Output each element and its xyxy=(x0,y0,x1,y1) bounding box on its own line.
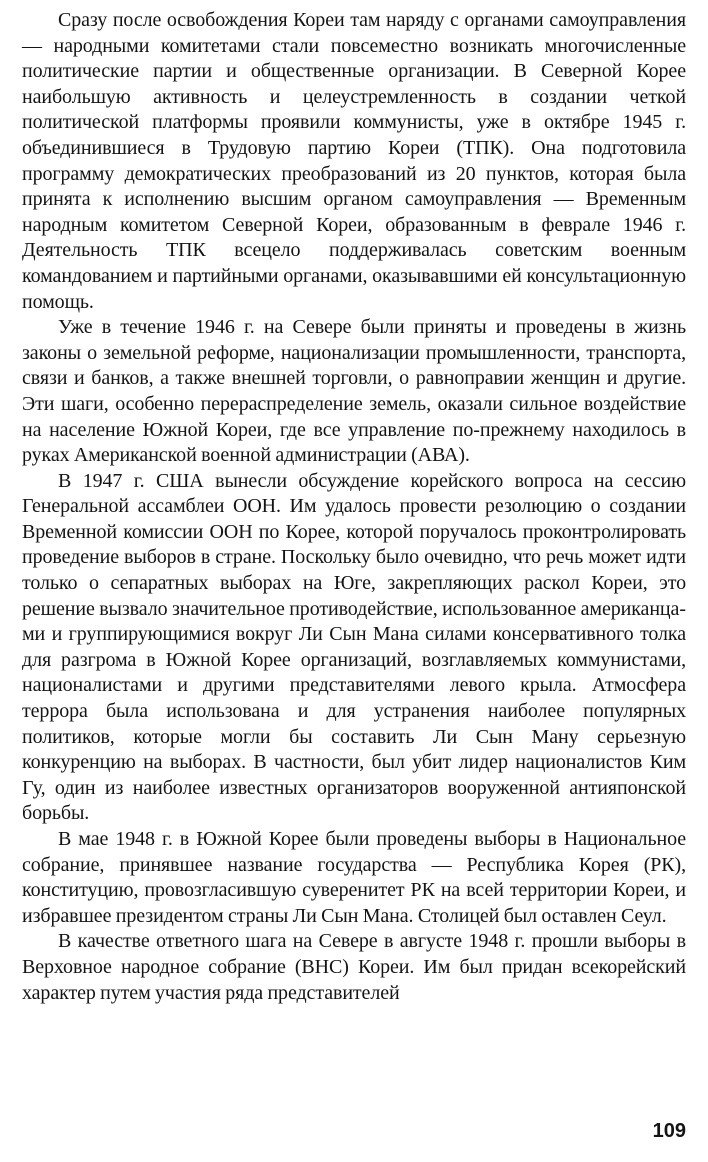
page-body xyxy=(22,8,686,1006)
paragraph-5: В качестве ответного шага на Севере в августе 1948 г. прошли выборы в Верховное народное собрание (ВНС) Кореи. Им был придан всекорейский характер путем участия ряда представителей xyxy=(22,930,686,1004)
page-number: 109 xyxy=(652,1120,686,1142)
paragraph-2: Уже в течение 1946 г. на Севере были приняты и проведены в жизнь законы о земельной реформе, национализации промышленности, транспорта, связи и банков, а также внешней торговли, о равноправии женщин и другие. Эти шаги, особенно перераспределение земель, оказали сильное воздействие на население Южной Кореи, где все управление по-прежнему находилось в руках Американской военной администрации (АВА). xyxy=(22,316,686,467)
paragraph-3: В 1947 г. США вынесли обсуждение корейского вопроса на сессию Генеральной ассамблеи ООН. Им удалось провести резолюцию о создании Временной комиссии ООН по Корее, которой поручалось проконтролировать проведение выборов в стране. Поскольку было очевидно, что речь может идти только о сепаратных выборах на Юге, закрепляющих раскол Кореи, это решение вызвало значительное противодействие, использованное американцами и группирующимися вокруг Ли Сын Мана силами консервативного толка для разгрома в Южной Корее организаций, возглавляемых коммунистами, националистами и другими представителями левого крыла. Атмосфера террора была использована и для устранения наиболее популярных политиков, которые могли бы составить Ли Сын Ману серьезную конкуренцию на выборах. В частности, был убит лидер националистов Ким Гу, один из наиболее известных организаторов вооруженной антияпонской борьбы. xyxy=(22,469,686,825)
paragraph-1: Сразу после освобождения Кореи там наряду с органами самоуправления — народными комитетами стали повсеместно возникать многочисленные политические партии и общественные организации. В Северной Корее наибольшую активность и целеустремленность в создании четкой политической платформы проявили коммунисты, уже в октябре 1945 г. объединившиеся в Трудовую партию Кореи (ТПК). Она подготовила программу демократических преобразований из 20 пунктов, которая была принята к исполнению высшим органом самоуправления — Временным народным комитетом Северной Кореи, образованным в феврале 1946 г. Деятельность ТПК всецело поддерживалась советским военным командованием и партийными органами, оказывавшими ей консультационную помощь. xyxy=(22,9,686,313)
paragraph-4: В мае 1948 г. в Южной Корее были проведены выборы в Национальное собрание, принявшее название государства — Республика Корея (РК), конституцию, провозгласившую суверенитет РК на всей территории Кореи, и избравшее президентом страны Ли Сын Мана. Столицей был оставлен Сеул. xyxy=(22,828,686,927)
